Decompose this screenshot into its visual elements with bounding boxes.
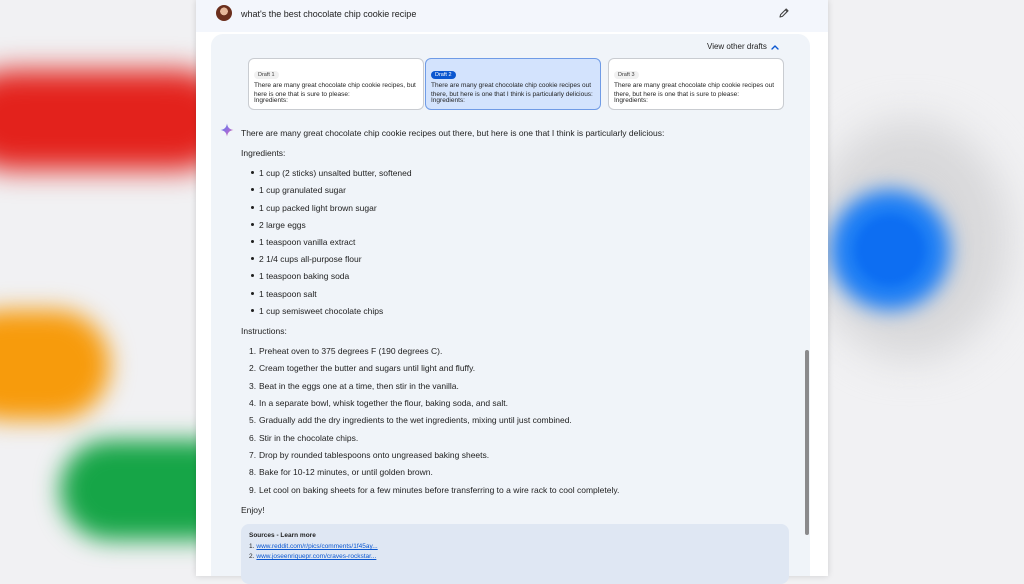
ingredient-item: 2 1/4 cups all-purpose flour	[259, 254, 362, 264]
ingredient-item: 1 teaspoon vanilla extract	[259, 237, 356, 247]
source-number: 1.	[249, 543, 255, 550]
draft-card-3[interactable]	[608, 58, 784, 110]
ingredient-item: 2 large eggs	[259, 220, 306, 230]
step-text: Beat in the eggs one at a time, then stir in the vanilla.	[259, 381, 459, 391]
draft-preview-text: There are many great chocolate chip cookie recipes out there, but here is one that is sure to please:	[614, 82, 775, 98]
background-orange-blob	[0, 310, 110, 420]
ingredient-item: 1 cup granulated sugar	[259, 185, 346, 195]
ingredient-item: 1 cup (2 sticks) unsalted butter, softened	[259, 168, 412, 178]
step-number: 3.	[249, 381, 257, 391]
draft-ingredients-label: Ingredients:	[254, 97, 288, 104]
instruction-step	[249, 450, 490, 460]
user-prompt-text: what's the best chocolate chip cookie recipe	[241, 9, 417, 19]
instruction-step	[249, 381, 459, 391]
ingredient-item: 1 cup packed light brown sugar	[259, 203, 377, 213]
view-other-drafts-toggle[interactable]	[707, 42, 767, 51]
draft-ingredients-label: Ingredients:	[614, 97, 648, 104]
instruction-step	[249, 485, 620, 495]
instruction-step	[249, 433, 359, 443]
draft-label: Draft 1	[254, 71, 279, 79]
instruction-step	[249, 415, 572, 425]
pencil-icon[interactable]	[777, 6, 791, 20]
ingredient-item: 1 teaspoon baking soda	[259, 271, 350, 281]
step-text: Drop by rounded tablespoons onto ungreased baking sheets.	[259, 450, 490, 460]
draft-card-2[interactable]	[425, 58, 601, 110]
scrollbar-thumb[interactable]	[805, 350, 809, 535]
step-text: Bake for 10-12 minutes, or until golden brown.	[259, 467, 433, 477]
step-number: 8.	[249, 467, 257, 477]
view-other-drafts-label: View other drafts	[707, 42, 767, 51]
response-intro: There are many great chocolate chip cookie recipes out there, but here is one that I think is particularly delicious:	[241, 128, 665, 138]
user-prompt-row	[196, 0, 828, 32]
step-text: Gradually add the dry ingredients to the wet ingredients, mixing until just combined.	[259, 415, 572, 425]
source-link[interactable]	[249, 553, 376, 560]
ingredient-item: 1 cup semisweet chocolate chips	[259, 306, 384, 316]
ingredient-item: 1 teaspoon salt	[259, 289, 317, 299]
step-text: Stir in the chocolate chips.	[259, 433, 359, 443]
source-url: www.reddit.com/r/pics/comments/1f45ay...	[256, 543, 378, 550]
ingredients-heading: Ingredients:	[241, 148, 286, 158]
response-closing: Enjoy!	[241, 505, 265, 515]
draft-label: Draft 3	[614, 71, 639, 79]
step-text: In a separate bowl, whisk together the flour, baking soda, and salt.	[259, 398, 509, 408]
step-number: 5.	[249, 415, 257, 425]
instruction-step	[249, 346, 443, 356]
sources-box	[241, 524, 789, 584]
step-number: 2.	[249, 363, 257, 373]
step-number: 7.	[249, 450, 257, 460]
user-avatar	[216, 5, 232, 21]
instruction-step	[249, 363, 476, 373]
step-text: Cream together the butter and sugars until light and fluffy.	[259, 363, 476, 373]
instruction-step	[249, 467, 433, 477]
draft-card-1[interactable]	[248, 58, 424, 110]
step-number: 4.	[249, 398, 257, 408]
draft-label: Draft 2	[431, 71, 456, 79]
instructions-heading: Instructions:	[241, 326, 287, 336]
source-link[interactable]	[249, 543, 378, 550]
instruction-step	[249, 398, 509, 408]
draft-ingredients-label: Ingredients:	[431, 97, 465, 104]
draft-preview-text: There are many great chocolate chip cookie recipes, but here is one that is sure to please:	[254, 82, 416, 98]
sparkle-icon	[220, 123, 234, 137]
step-text: Preheat oven to 375 degrees F (190 degrees C).	[259, 346, 443, 356]
step-text: Let cool on baking sheets for a few minutes before transferring to a wire rack to cool completely.	[259, 485, 620, 495]
step-number: 9.	[249, 485, 257, 495]
source-url: www.joseenriquepr.com/craves-rockstar...	[256, 553, 377, 560]
sources-title: Sources - Learn more	[249, 532, 316, 539]
chevron-up-icon	[769, 41, 781, 53]
step-number: 1.	[249, 346, 257, 356]
background-blue-core	[855, 215, 925, 285]
draft-preview-text: There are many great chocolate chip cookie recipes out there, but here is one that I think is particularly delicious:	[431, 82, 593, 98]
step-number: 6.	[249, 433, 257, 443]
source-number: 2.	[249, 553, 255, 560]
